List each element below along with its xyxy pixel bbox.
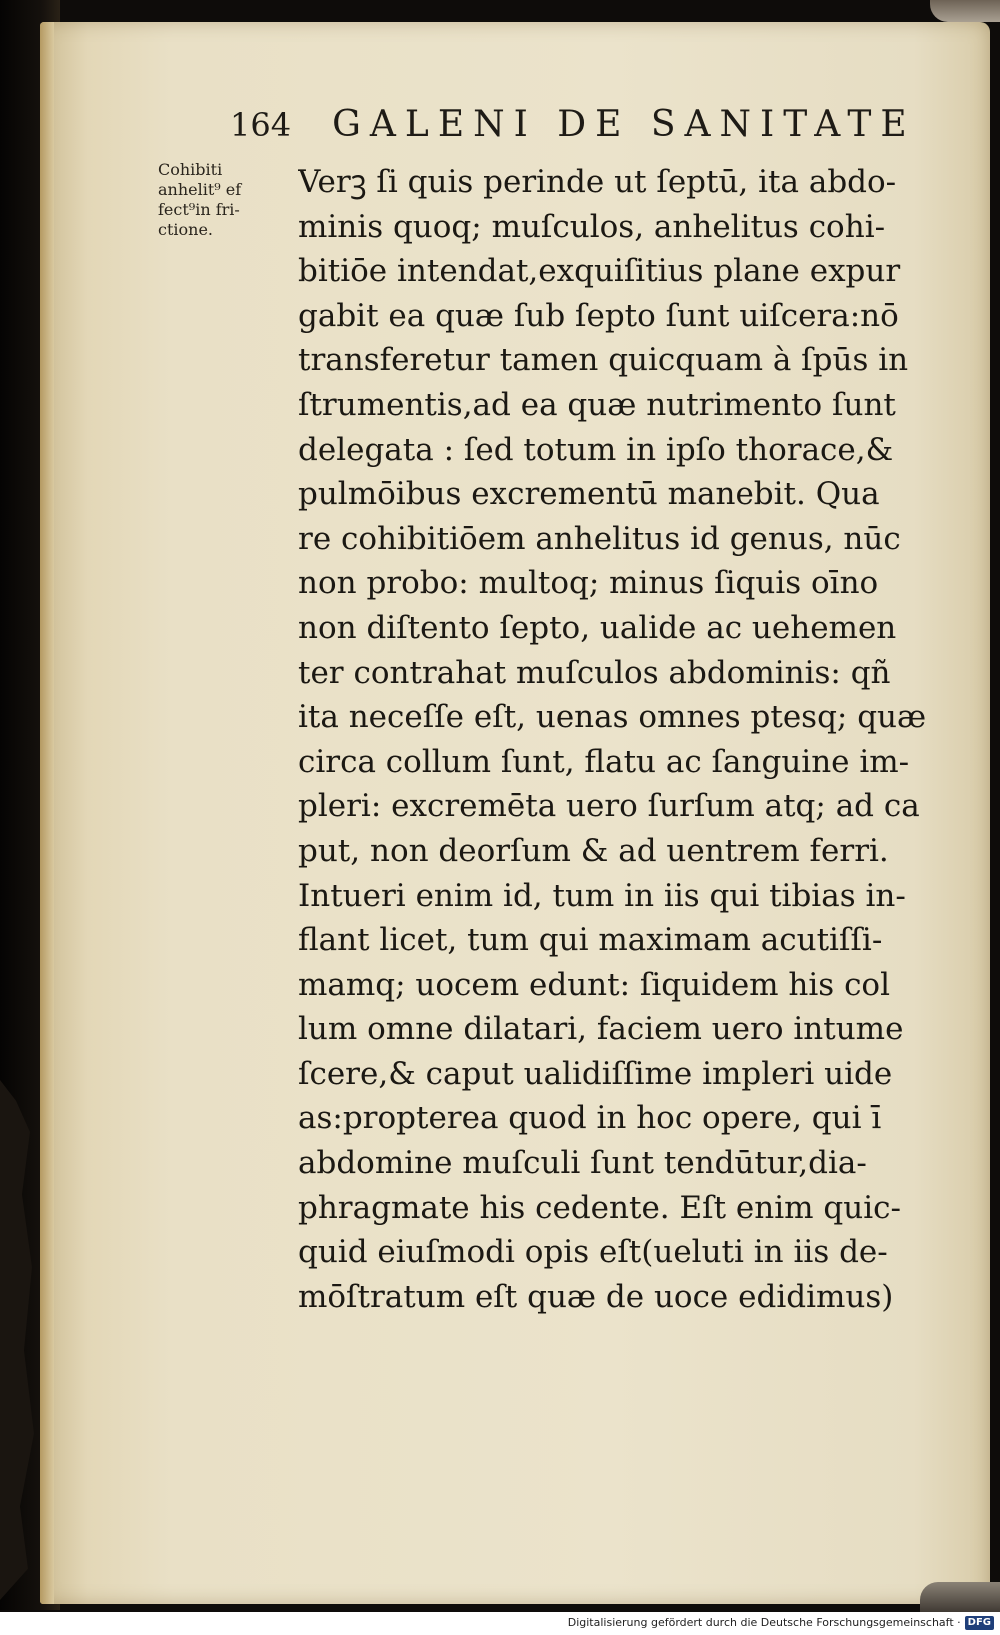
page-number: 164: [230, 106, 292, 144]
text-line: re cohibitiōem anhelitus id genus, nūc: [298, 520, 901, 557]
text-line: ter contrahat muſculos abdominis: qñ: [298, 654, 891, 691]
text-line: put, non deorſum & ad uentrem ferri.: [298, 832, 889, 869]
text-line: bitiōe intendat,exquiſitius plane expur: [298, 253, 901, 290]
text-line: ita neceſſe eſt, uenas omnes ptesq; quæ: [298, 699, 927, 736]
text-line: ſcere,& caput ualidiſſime impleri uide: [298, 1055, 893, 1092]
dfg-logo: DFG: [965, 1616, 994, 1630]
header-title: GALENI DE SANITATE: [332, 104, 916, 145]
page-corner-bottom: [920, 1582, 1000, 1614]
text-line: ſtrumentis,ad ea quæ nutrimento ſunt: [298, 386, 896, 423]
text-line: gabit ea quæ ſub ſepto ſunt uiſcera:nō: [298, 297, 899, 334]
marginal-note-line: anhelit⁹ ef: [158, 180, 242, 199]
text-line: minis quoq; muſculos, anhelitus cohi-: [298, 208, 886, 245]
text-line: phragmate his cedente. Eſt enim quic-: [298, 1189, 901, 1226]
text-line: delegata : ſed totum in ipſo thorace,&: [298, 431, 894, 468]
text-line: circa collum ſunt, flatu ac ſanguine im-: [298, 743, 910, 780]
marginal-note-line: ctione.: [158, 220, 213, 239]
body-text: [298, 160, 948, 1319]
footer-text: Digitalisierung gefördert durch die Deutsche Forschungsgemeinschaft ·: [567, 1616, 961, 1629]
text-line: quid eiuſmodi opis eſt(ueluti in iis de-: [298, 1234, 888, 1271]
marginal-note: [158, 160, 300, 240]
text-line: pulmōibus excrementū manebit. Qua: [298, 476, 880, 513]
text-line: Verꝫ ſi quis perinde ut ſeptū, ita abdo-: [298, 164, 897, 200]
text-line: transferetur tamen quicquam à ſpūs in: [298, 342, 909, 379]
page-corner-top: [930, 0, 1000, 22]
text-line: as:propterea quod in hoc opere, qui ī: [298, 1100, 882, 1137]
text-line: Intueri enim id, tum in iis qui tibias in-: [298, 877, 906, 914]
text-line: non probo: multoq; minus ſiquis oīno: [298, 565, 879, 602]
running-header: [230, 104, 916, 145]
text-line: pleri: excremēta uero ſurſum atq; ad ca: [298, 788, 920, 825]
marginal-note-line: fect⁹in fri-: [158, 200, 240, 219]
text-line: non diſtento ſepto, ualide ac uehemen: [298, 609, 897, 646]
marginal-note-line: Cohibiti: [158, 160, 223, 179]
text-line: mamq; uocem edunt: ſiquidem his col: [298, 966, 891, 1003]
page-worn-edge: [40, 22, 54, 1604]
digitization-footer: [568, 1614, 994, 1632]
text-line: mōſtratum eſt quæ de uoce edidimus): [298, 1278, 894, 1315]
text-line: flant licet, tum qui maximam acutiſſi-: [298, 922, 883, 959]
text-line: lum omne dilatari, faciem uero intume: [298, 1011, 904, 1048]
text-line: abdomine muſculi ſunt tendūtur,dia-: [298, 1145, 867, 1182]
